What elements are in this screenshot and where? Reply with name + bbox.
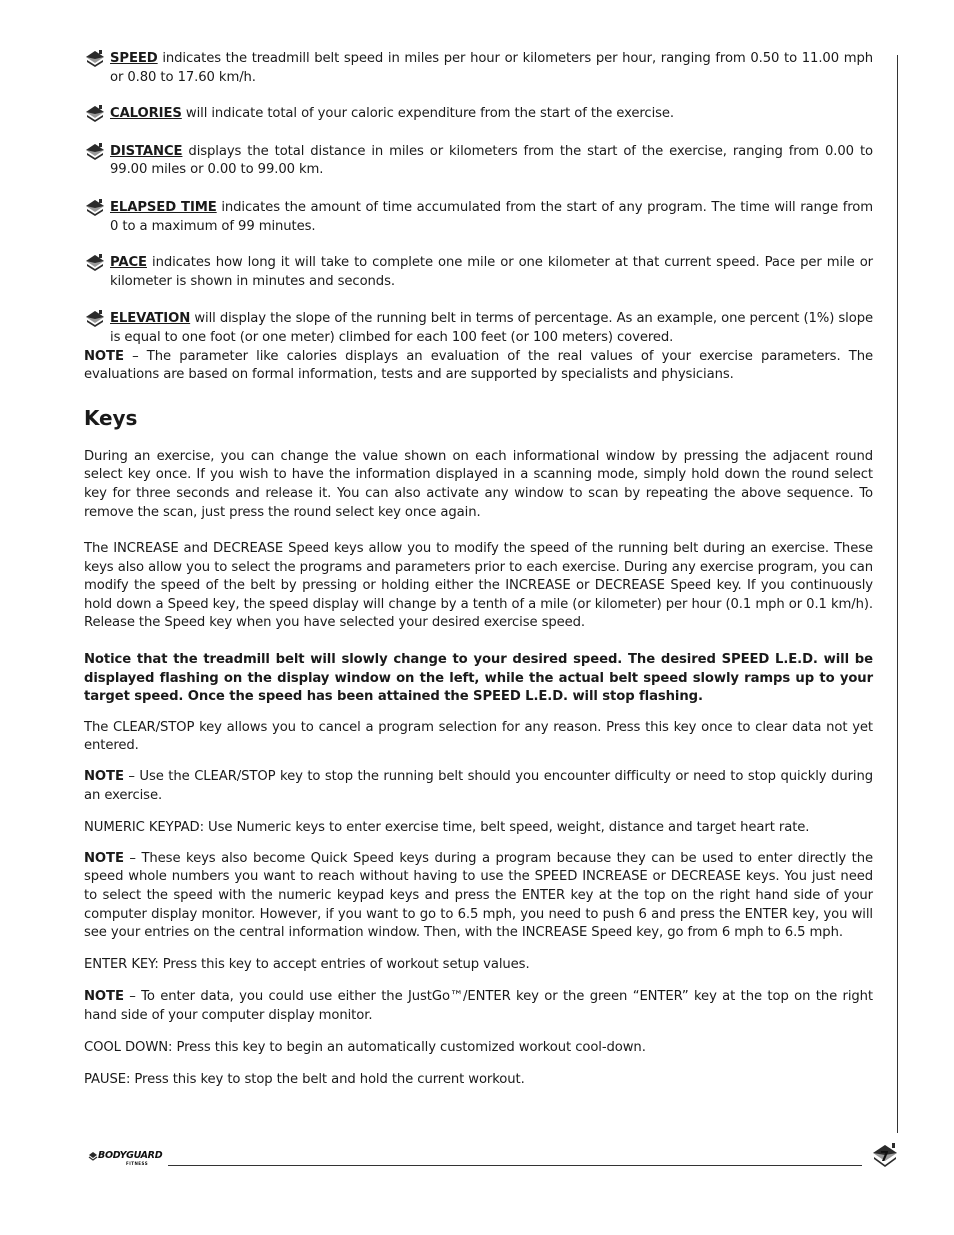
- right-margin-rule: [897, 55, 898, 1133]
- bullet-term: ELEVATION: [110, 311, 191, 327]
- note-text: – The parameter like calories displays an evaluation of the real values of your exercise parameters. The evaluations are based on formal information, tests and are supported by specialists and physicians.: [84, 348, 873, 383]
- bullet-calories: [84, 105, 873, 124]
- bullet-text: indicates the treadmill belt speed in miles per hour or kilometers per hour, ranging from 0.50 to 11.00 mph or 0.80 to 17.60 km/h.: [110, 51, 873, 85]
- note-label: NOTE: [84, 850, 124, 866]
- note-label: NOTE: [84, 348, 124, 364]
- house-diamond-icon: [84, 254, 106, 272]
- bullet-text: will indicate total of your caloric expenditure from the start of the exercise.: [181, 106, 675, 122]
- bullet-text: will display the slope of the running belt in terms of percentage. As an example, one percent (1%) slope is equal to one foot (or one meter) climbed for each 100 feet (or 100 meters) covered.: [110, 311, 873, 345]
- keys-paragraph-cool-down: COOL DOWN: Press this key to begin an automatically customized workout cool-down.: [84, 1039, 646, 1055]
- logo-subtext: FITNESS: [126, 1161, 149, 1166]
- bullet-term: ELAPSED TIME: [110, 199, 217, 215]
- document-page: [84, 50, 873, 1090]
- keys-paragraph-enter-key: ENTER KEY: Press this key to accept entries of workout setup values.: [84, 956, 530, 972]
- house-diamond-icon: [84, 50, 106, 68]
- logo-mark-icon: [88, 1151, 98, 1161]
- bodyguard-logo: [88, 1150, 163, 1168]
- bullet-text: displays the total distance in miles or kilometers from the start of the exercise, ranging from 0.00 to 99.00 miles or 0.00 to 99.00 km.: [110, 143, 873, 178]
- bullet-elevation: [84, 310, 873, 347]
- bullet-term: SPEED: [110, 51, 158, 66]
- footer-rule: [168, 1165, 862, 1166]
- bullet-term: DISTANCE: [110, 143, 183, 159]
- bullet-text: indicates the amount of time accumulated from the start of any program. The time will range from 0 to a maximum of 99 minutes.: [110, 199, 873, 234]
- section-heading-keys: Keys: [84, 405, 138, 430]
- keys-note-enter: [84, 988, 873, 1025]
- bullet-text: indicates how long it will take to complete one mile or one kilometer at that current speed. Pace per mile or kilometer is shown in minutes and seconds.: [110, 255, 873, 289]
- keys-note-clear-stop: [84, 768, 873, 805]
- keys-paragraph-pause: PAUSE: Press this key to stop the belt and hold the current workout.: [84, 1072, 525, 1088]
- logo-text: BODYGUARD: [98, 1150, 163, 1161]
- note-text: – To enter data, you could use either the JustGo™/ENTER key or the green “ENTER” key at the top on the right hand side of your computer display monitor.: [84, 989, 873, 1023]
- note-label: NOTE: [84, 769, 124, 785]
- house-diamond-icon: [84, 143, 106, 161]
- keys-paragraph-select: During an exercise, you can change the value shown on each informational window by pressing the adjacent round select key once. If you wish to have the information displayed in a scanning mode, simply hold down the round select key for three seconds and release it. You can also activate any window to scan by repeating the above sequence. To remove the scan, just press the round select key once again.: [84, 448, 873, 520]
- keys-paragraph-numeric-keypad: NUMERIC KEYPAD: Use Numeric keys to enter exercise time, belt speed, weight, distance and target heart rate.: [84, 820, 810, 836]
- bullet-term: PACE: [110, 255, 147, 271]
- note-calories: [84, 348, 873, 385]
- note-label: NOTE: [84, 989, 124, 1005]
- note-text: – Use the CLEAR/STOP key to stop the running belt should you encounter difficulty or need to stop quickly during an exercise.: [84, 769, 873, 803]
- bullet-speed: [84, 50, 873, 87]
- page-number: 7: [880, 1150, 890, 1165]
- keys-paragraph-notice: Notice that the treadmill belt will slowly change to your desired speed. The desired SPEED L.E.D. will be displayed flashing on the display window on the left, while the actual belt speed slowly ramps up to your target speed. Once the speed has been attained the SPEED L.E.D. will stop flashing.: [84, 652, 873, 705]
- bullet-distance: [84, 143, 873, 180]
- keys-note-quick-speed: [84, 850, 873, 943]
- bullet-pace: [84, 254, 873, 291]
- keys-paragraph-speed: The INCREASE and DECREASE Speed keys allow you to modify the speed of the running belt during an exercise. These keys also allow you to select the programs and parameters prior to each exercise. During any exercise program, you can modify the speed of the belt by pressing or holding either the INCREASE or DECREASE Speed key. If you continuously hold down a Speed key, the speed display will change by a tenth of a mile (or kilometer) per hour (0.1 mph or 0.1 km/h). Release the Speed key when you have selected your desired exercise speed.: [84, 541, 873, 631]
- house-diamond-icon: [84, 105, 106, 123]
- bullet-elapsed-time: [84, 199, 873, 236]
- bullet-term: CALORIES: [110, 106, 182, 122]
- keys-paragraph-clear-stop: The CLEAR/STOP key allows you to cancel a program selection for any reason. Press this key once to clear data not yet entered.: [84, 719, 873, 754]
- house-diamond-icon: [84, 199, 106, 217]
- note-text: – These keys also become Quick Speed keys during a program because they can be used to enter directly the speed whole numbers you want to reach without having to use the SPEED INCREASE or DECREASE keys. You just need to select the speed with the numeric keypad keys and press the ENTER key at the top on the right hand side of your computer display monitor. However, if you want to go to 6.5 mph, you need to push 6 and press the ENTER key, you will see your entries on the central information window. Then, with the INCREASE Speed key, go from 6 mph to 6.5 mph.: [84, 850, 873, 941]
- house-diamond-icon: [84, 310, 106, 328]
